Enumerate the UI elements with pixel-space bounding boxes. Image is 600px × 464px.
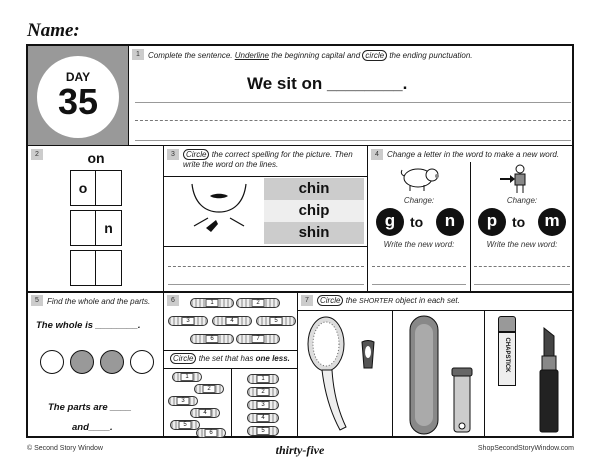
instr-text: the set that has bbox=[198, 354, 254, 363]
bandaid bbox=[172, 372, 202, 382]
box-blank[interactable] bbox=[96, 171, 121, 205]
bandaid bbox=[170, 420, 200, 430]
bandaid-number: 1 bbox=[181, 373, 194, 381]
bandaid-number: 3 bbox=[177, 397, 190, 405]
counter bbox=[100, 350, 124, 374]
grid-line bbox=[28, 292, 574, 293]
bandaid-number: 2 bbox=[252, 299, 265, 307]
box-letter: o bbox=[71, 171, 96, 205]
writing-line bbox=[135, 102, 571, 103]
pig-icon bbox=[398, 164, 442, 192]
day-section bbox=[28, 46, 574, 146]
word-family: on bbox=[87, 150, 105, 166]
bandaid bbox=[190, 408, 220, 418]
instr-text: the bbox=[345, 296, 357, 305]
writing-line bbox=[135, 140, 571, 141]
letter-to: n bbox=[436, 208, 464, 236]
instr-text: the ending punctuation. bbox=[389, 51, 473, 60]
writing-line bbox=[372, 266, 466, 267]
counter bbox=[130, 350, 154, 374]
question-number: 3 bbox=[167, 149, 179, 160]
day-word: DAY bbox=[65, 70, 91, 84]
box-blank[interactable] bbox=[96, 251, 121, 285]
hair-clip-icon[interactable] bbox=[358, 340, 378, 370]
writing-line bbox=[168, 266, 364, 267]
question-6 bbox=[164, 292, 298, 438]
bandaid bbox=[168, 396, 198, 406]
to-word: to bbox=[410, 214, 424, 230]
instr-text: the beginning capital and bbox=[271, 51, 361, 60]
sentence: We sit on ________. bbox=[247, 74, 408, 93]
instr-circle-word: Circle bbox=[170, 353, 196, 364]
bandaid bbox=[190, 334, 234, 344]
counter bbox=[40, 350, 64, 374]
bandaid bbox=[247, 426, 279, 436]
worksheet-frame bbox=[26, 44, 574, 438]
parts-prompt: The parts are ____ bbox=[48, 402, 132, 413]
bandaid-number: 1 bbox=[257, 375, 270, 383]
question-1 bbox=[128, 46, 574, 146]
question-number: 2 bbox=[31, 149, 43, 160]
lipstick-icon[interactable] bbox=[536, 326, 562, 436]
question-2 bbox=[28, 146, 164, 292]
person-pointing-icon bbox=[496, 164, 536, 194]
set-divider bbox=[392, 310, 393, 438]
bandaid-number: 4 bbox=[226, 317, 239, 325]
instr-text: the correct spelling for the picture. Then write the word on the lines. bbox=[183, 150, 353, 169]
bandaid bbox=[212, 316, 252, 326]
chapstick-icon[interactable] bbox=[498, 316, 516, 386]
bandaid bbox=[247, 413, 279, 423]
bandaid-number: 2 bbox=[203, 385, 216, 393]
copyright: © Second Story Window bbox=[27, 445, 103, 452]
name-label: Name: bbox=[27, 20, 80, 41]
bandaid-number: 6 bbox=[206, 335, 219, 343]
question-4-instruction: Change a letter in the word to make a new word. bbox=[387, 150, 560, 159]
site-url: ShopSecondStoryWindow.com bbox=[477, 445, 574, 452]
bandaid-number: 3 bbox=[257, 401, 270, 409]
to-word: to bbox=[512, 214, 526, 230]
bandaid-number: 4 bbox=[199, 409, 212, 417]
bandaid bbox=[236, 334, 280, 344]
question-7-instruction bbox=[317, 296, 460, 305]
bandaid bbox=[247, 400, 279, 410]
chin-picture bbox=[184, 182, 254, 238]
and-prompt: and____. bbox=[72, 422, 113, 433]
divider bbox=[164, 350, 298, 351]
writing-line bbox=[135, 120, 571, 121]
question-number: 6 bbox=[167, 295, 179, 306]
question-4 bbox=[368, 146, 574, 292]
day-badge bbox=[28, 46, 128, 146]
chapstick-label: CHAPSTICK bbox=[504, 337, 510, 373]
spelling-option[interactable]: chip bbox=[264, 200, 364, 222]
bandaid bbox=[196, 428, 226, 438]
instr-underline: Underline bbox=[234, 51, 269, 60]
set-divider bbox=[484, 310, 485, 438]
question-1-instruction bbox=[148, 51, 473, 60]
word-box-3 bbox=[70, 250, 122, 286]
word-box-1 bbox=[70, 170, 122, 206]
bandaid-number: 4 bbox=[257, 414, 270, 422]
hairbrush-icon[interactable] bbox=[304, 314, 354, 434]
box-letter: n bbox=[104, 220, 113, 236]
box-blank[interactable] bbox=[71, 211, 96, 245]
day-circle bbox=[37, 56, 119, 138]
question-number: 5 bbox=[31, 295, 43, 306]
question-number: 4 bbox=[371, 149, 383, 160]
question-5-instruction: Find the whole and the parts. bbox=[47, 297, 151, 306]
set-left[interactable] bbox=[164, 368, 231, 438]
instr-circle-word: circle bbox=[362, 50, 387, 61]
write-label: Write the new word: bbox=[383, 240, 455, 249]
writing-line bbox=[474, 266, 570, 267]
bandaid-number: 1 bbox=[206, 299, 219, 307]
question-5 bbox=[28, 292, 164, 438]
bandaid bbox=[256, 316, 296, 326]
instr-bold: one less. bbox=[255, 354, 290, 363]
question-7 bbox=[298, 292, 574, 438]
writing-line bbox=[474, 284, 570, 285]
bandaid-number: 5 bbox=[179, 421, 192, 429]
letter-from: p bbox=[478, 208, 506, 236]
question-number: 7 bbox=[301, 295, 313, 306]
bandaid bbox=[236, 298, 280, 308]
question-3 bbox=[164, 146, 368, 292]
set-right[interactable] bbox=[231, 368, 298, 438]
bandaid bbox=[247, 374, 279, 384]
bandaid-number: 3 bbox=[182, 317, 195, 325]
writing-line bbox=[372, 284, 466, 285]
bandaid bbox=[190, 298, 234, 308]
nail-file-icon[interactable] bbox=[406, 314, 442, 436]
page-number: thirty-five bbox=[275, 443, 325, 457]
bandaid-number: 5 bbox=[257, 427, 270, 435]
divider bbox=[298, 310, 574, 311]
divider bbox=[164, 176, 368, 177]
instr-circle-word: Circle bbox=[183, 149, 209, 160]
bandaid bbox=[194, 384, 224, 394]
bandaid-number: 5 bbox=[270, 317, 283, 325]
divider bbox=[164, 246, 368, 247]
bandaid-number: 6 bbox=[205, 429, 218, 437]
question-6-instruction bbox=[170, 354, 290, 363]
counter bbox=[70, 350, 94, 374]
instr-shorter: SHORTER bbox=[359, 298, 394, 305]
day-number: 35 bbox=[57, 81, 99, 122]
bandaid-number: 7 bbox=[252, 335, 265, 343]
change-label: Change: bbox=[403, 196, 435, 205]
bandaid bbox=[168, 316, 208, 326]
spelling-option[interactable]: chin bbox=[264, 178, 364, 200]
question-number: 1 bbox=[132, 49, 144, 60]
instr-text: Complete the sentence. bbox=[148, 51, 233, 60]
letter-from: g bbox=[376, 208, 404, 236]
nail-clipper-icon[interactable] bbox=[450, 366, 474, 436]
change-label: Change: bbox=[506, 196, 538, 205]
whole-prompt: The whole is ________. bbox=[36, 320, 141, 331]
bandaid-number: 2 bbox=[257, 388, 270, 396]
divider bbox=[470, 162, 471, 292]
spelling-option[interactable]: shin bbox=[264, 222, 364, 244]
instr-circle-word: Circle bbox=[317, 295, 343, 306]
box-blank[interactable] bbox=[71, 251, 96, 285]
write-label: Write the new word: bbox=[486, 240, 558, 249]
letter-to: m bbox=[538, 208, 566, 236]
instr-text: object in each set. bbox=[395, 296, 460, 305]
question-3-instruction bbox=[183, 150, 363, 170]
writing-line bbox=[168, 284, 364, 285]
word-box-2 bbox=[70, 210, 122, 246]
bandaid bbox=[247, 387, 279, 397]
